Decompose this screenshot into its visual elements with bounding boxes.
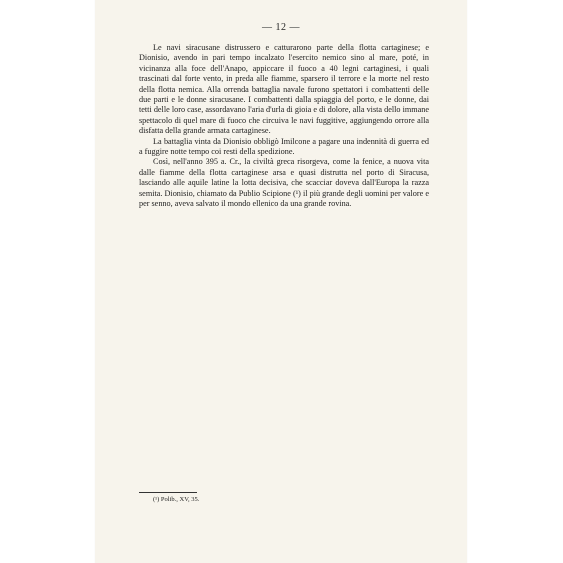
paragraph-2: La battaglia vinta da Dionisio obbligò Imilcone a pagare una indennità di guerra ed a fuggire notte tempo coi resti della spedizione.: [139, 136, 429, 157]
page-number: — 12 —: [262, 22, 300, 33]
paragraph-1: Le navi siracusane distrussero e catturarono parte della flotta cartaginese; e Dionisio, avendo in pari tempo incalzato l'esercito nemico sino al mare, poté, in vicinanza alla foce dell'Anapo, appiccare il fuoco a 40 legni cartaginesi, i quali trascinati dal forte vento, in preda alle fiamme, sparsero il terrore e la morte nel resto della flotta nemica. Alla orrenda battaglia navale furono spettatori i combattenti delle due parti e le donne siracusane. I combattenti dalla spiaggia del porto, e le donne, dai tetti delle loro case, assordavano l'aria d'urla di gioia e di dolore, alla vista dello immane spettacolo di quel mare di fuoco che circuiva le navi fuggitive, aggiungendo orrore alla disfatta della grande armata cartaginese.: [139, 43, 429, 136]
footnote: (¹) Polib., XV, 35.: [153, 496, 200, 503]
paragraph-3: Così, nell'anno 395 a. Cr., la civiltà greca risorgeva, come la fenice, a nuova vita dalle fiamme della flotta cartaginese arsa e quasi distrutta nel porto di Siracusa, lasciando alle aquile latine la lotta decisiva, che scacciar doveva dall'Europa la razza semita. Dionisio, chiamato da Publio Scipione (¹) il più grande degli uomini per valore e per senno, aveva salvato il mondo ellenico da una grande rovina.: [139, 157, 429, 209]
body-text: [139, 43, 429, 210]
footnote-divider: [139, 492, 197, 493]
book-page: [95, 0, 467, 563]
